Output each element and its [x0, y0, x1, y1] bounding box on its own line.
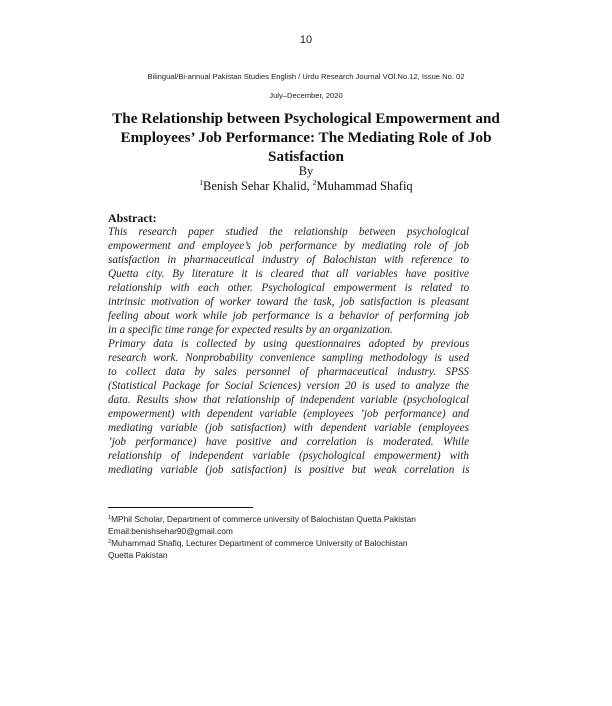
abstract-line: in a specific time range for expected results by an organization. — [108, 324, 393, 336]
footnote-text: MPhil Scholar, Department of commerce university of Balochistan Quetta Pakistan — [111, 514, 416, 524]
footnote-text: Quetta Pakistan — [108, 550, 168, 560]
abstract-line: Quetta city. By literature it is cleared that all variables have positive — [108, 268, 469, 280]
footnote — [108, 525, 488, 537]
abstract-body — [108, 225, 469, 477]
paper-title — [100, 109, 512, 166]
abstract-line: mediating variable (job satisfaction) is positive but weak correlation is — [108, 464, 469, 476]
footnote — [108, 549, 488, 561]
footnote — [108, 537, 488, 549]
abstract-line: intrinsic motivation of worker toward the task, job satisfaction is pleasant — [108, 296, 469, 308]
author-marker: 2 — [312, 178, 317, 187]
abstract-line: empowerment) with dependent variable (employees ’job performance) and — [108, 408, 469, 420]
by-label: By — [298, 164, 314, 178]
footnote-marker: 1 — [108, 515, 112, 521]
title-line: Satisfaction — [268, 148, 344, 165]
abstract-line: (Statistical Package for Social Sciences) version 20 is used to analyze the — [108, 380, 469, 392]
author-marker: 1 — [199, 178, 204, 187]
abstract-line: This research paper studied the relationship between psychological — [108, 226, 469, 238]
abstract-heading: Abstract: — [108, 211, 157, 225]
author-name: Muhammad Shafiq — [316, 179, 413, 193]
abstract-line: Primary data is collected by using questionnaires adopted by previous — [108, 338, 469, 350]
title-line: The Relationship between Psychological Empowerment and — [112, 110, 500, 127]
abstract-line: data. Results show that relationship of independent variable (psychological — [108, 394, 469, 406]
abstract-line: relationship of independent variable (psychological empowerment) with — [108, 450, 469, 462]
abstract-line: mediating variable (job satisfaction) with dependent variable (employees — [108, 422, 469, 434]
footnote-email: Email:benishsehar90@gmail.com — [108, 526, 233, 536]
abstract-line: relationship with each other. Psychological empowerment is related to — [108, 282, 469, 294]
journal-date: July–December, 2020 — [269, 91, 343, 100]
abstract-line: empowerment and employee’s job performance by mediating role of job — [108, 240, 469, 252]
page-number: 10 — [299, 34, 313, 46]
title-line: Employees’ Job Performance: The Mediating Role of Job — [120, 129, 492, 146]
abstract-line: feeling about work while job performance is a behavior of performing job — [108, 310, 469, 322]
footnotes — [108, 513, 488, 561]
abstract-line: satisfaction in pharmaceutical industry of Balochistan with reference to — [108, 254, 469, 266]
footnote-marker: 2 — [108, 539, 112, 545]
author-list — [0, 179, 612, 194]
footnote — [108, 513, 488, 525]
abstract-line: research work. Nonprobability convenience sampling methodology is used — [108, 352, 469, 364]
footnote-text: Muhammad Shafiq, Lecturer Department of commerce University of Balochistan — [111, 538, 408, 548]
journal-header: Bilingual/Bi-annual Pakistan Studies English / Urdu Research Journal VOl.No.12, Issue No. 02 — [147, 72, 465, 81]
footnote-separator — [108, 507, 253, 508]
author-name: Benish Sehar Khalid, — [203, 179, 313, 193]
abstract-line: to collect data by sales personnel of pharmaceutical industry. SPSS — [108, 366, 469, 378]
abstract-line: ’job performance) have positive and correlation is moderated. While — [108, 436, 469, 448]
